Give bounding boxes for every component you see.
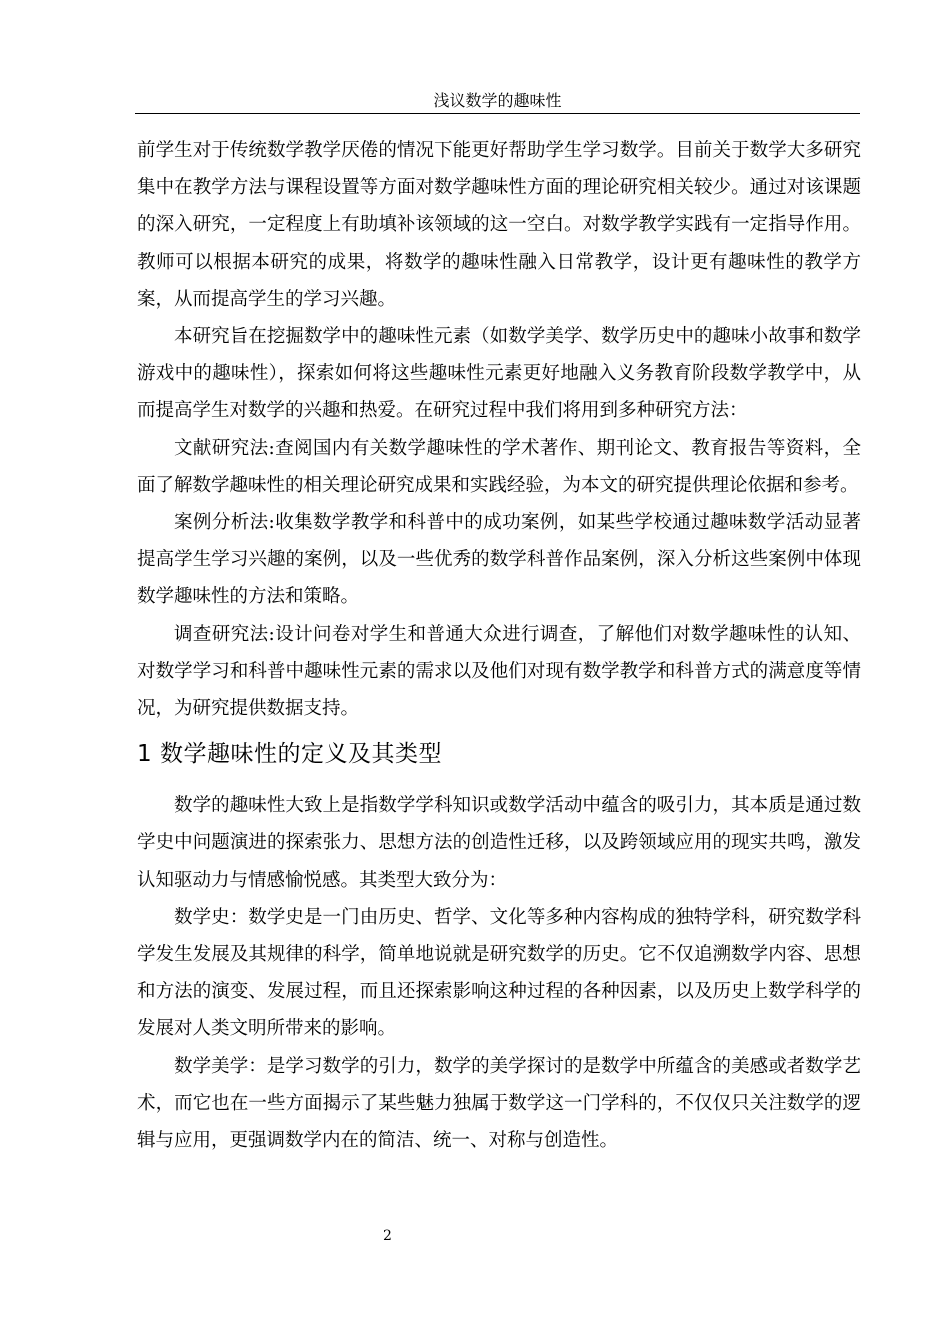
paragraph: 本研究旨在挖掘数学中的趣味性元素（如数学美学、数学历史中的趣味小故事和数学游戏中的趣味性），探索如何将这些趣味性元素更好地融入义务教育阶段数学教学中，从而提高学生对数学的兴趣和热爱。在研究过程中我们将用到多种研究方法： bbox=[137, 326, 861, 422]
paragraph: 调查研究法:设计问卷对学生和普通大众进行调查，了解他们对数学趣味性的认知、对数学学习和科普中趣味性元素的需求以及他们对现有数学教学和科普方式的满意度等情况，为研究提供数据支持。 bbox=[137, 623, 861, 720]
paragraph: 前学生对于传统数学教学厌倦的情况下能更好帮助学生学习数学。目前关于数学大多研究集中在教学方法与课程设置等方面对数学趣味性方面的理论研究相关较少。通过对该课题的深入研究，一定程度上有助填补该领域的这一空白。对数学教学实践有一定指导作用。教师可以根据本研究的成果，将数学的趣味性融入日常教学，设计更有趣味性的教学方案，从而提高学生的学习兴趣。 bbox=[137, 140, 861, 310]
page-body bbox=[137, 132, 861, 1159]
page-number: 2 bbox=[383, 1228, 392, 1244]
paragraph: 文献研究法:查阅国内有关数学趣味性的学术著作、期刊论文、教育报告等资料，全面了解数学趣味性的相关理论研究成果和实践经验，为本文的研究提供理论依据和参考。 bbox=[137, 437, 861, 496]
paragraph: 数学史：数学史是一门由历史、哲学、文化等多种内容构成的独特学科，研究数学科学发生发展及其规律的科学，简单地说就是研究数学的历史。它不仅追溯数学内容、思想和方法的演变、发展过程，而且还探索影响这种过程的各种因素，以及历史上数学科学的发展对人类文明所带来的影响。 bbox=[137, 906, 861, 1040]
running-header: 浅议数学的趣味性 bbox=[433, 91, 562, 110]
paragraph: 数学的趣味性大致上是指数学学科知识或数学活动中蕴含的吸引力，其本质是通过数学史中问题演进的探索张力、思想方法的创造性迁移，以及跨领域应用的现实共鸣，激发认知驱动力与情感愉悦感。其类型大致分为： bbox=[137, 795, 861, 891]
header-rule bbox=[135, 113, 860, 114]
section-heading: 1 数学趣味性的定义及其类型 bbox=[137, 741, 442, 768]
paragraph: 案例分析法:收集数学教学和科普中的成功案例，如某些学校通过趣味数学活动显著提高学生学习兴趣的案例，以及一些优秀的数学科普作品案例，深入分析这些案例中体现数学趣味性的方法和策略。 bbox=[137, 512, 861, 608]
paragraph: 数学美学：是学习数学的引力，数学的美学探讨的是数学中所蕴含的美感或者数学艺术，而它也在一些方面揭示了某些魅力独属于数学这一门学科的，不仅仅只关注数学的逻辑与应用，更强调数学内在的简洁、统一、对称与创造性。 bbox=[137, 1055, 861, 1152]
